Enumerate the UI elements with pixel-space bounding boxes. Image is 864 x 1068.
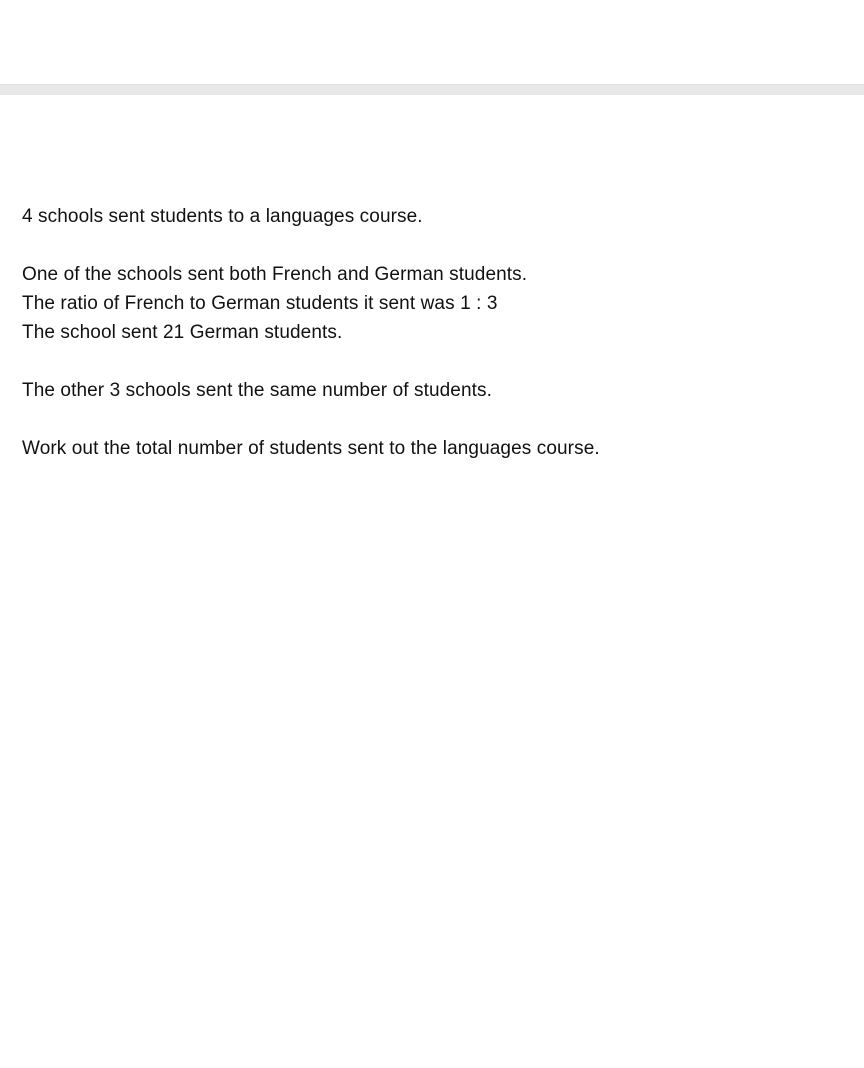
question-text (0, 95, 864, 463)
question-line: The school sent 21 German students. (22, 322, 343, 343)
question-line: 4 schools sent students to a languages course. (22, 206, 423, 227)
question-line: The other 3 schools sent the same number of students. (22, 380, 493, 401)
page-divider (0, 84, 864, 95)
question-line: The ratio of French to German students it sent was 1 : 3 (22, 293, 498, 314)
question-paragraph-other-schools (22, 376, 840, 405)
question-line: One of the schools sent both French and German students. (22, 264, 528, 285)
question-line: Work out the total number of students sent to the languages course. (22, 438, 600, 459)
top-whitespace (0, 0, 864, 84)
question-paragraph-ratio (22, 260, 840, 347)
question-paragraph-task (22, 434, 840, 463)
question-paragraph-intro (22, 202, 840, 231)
